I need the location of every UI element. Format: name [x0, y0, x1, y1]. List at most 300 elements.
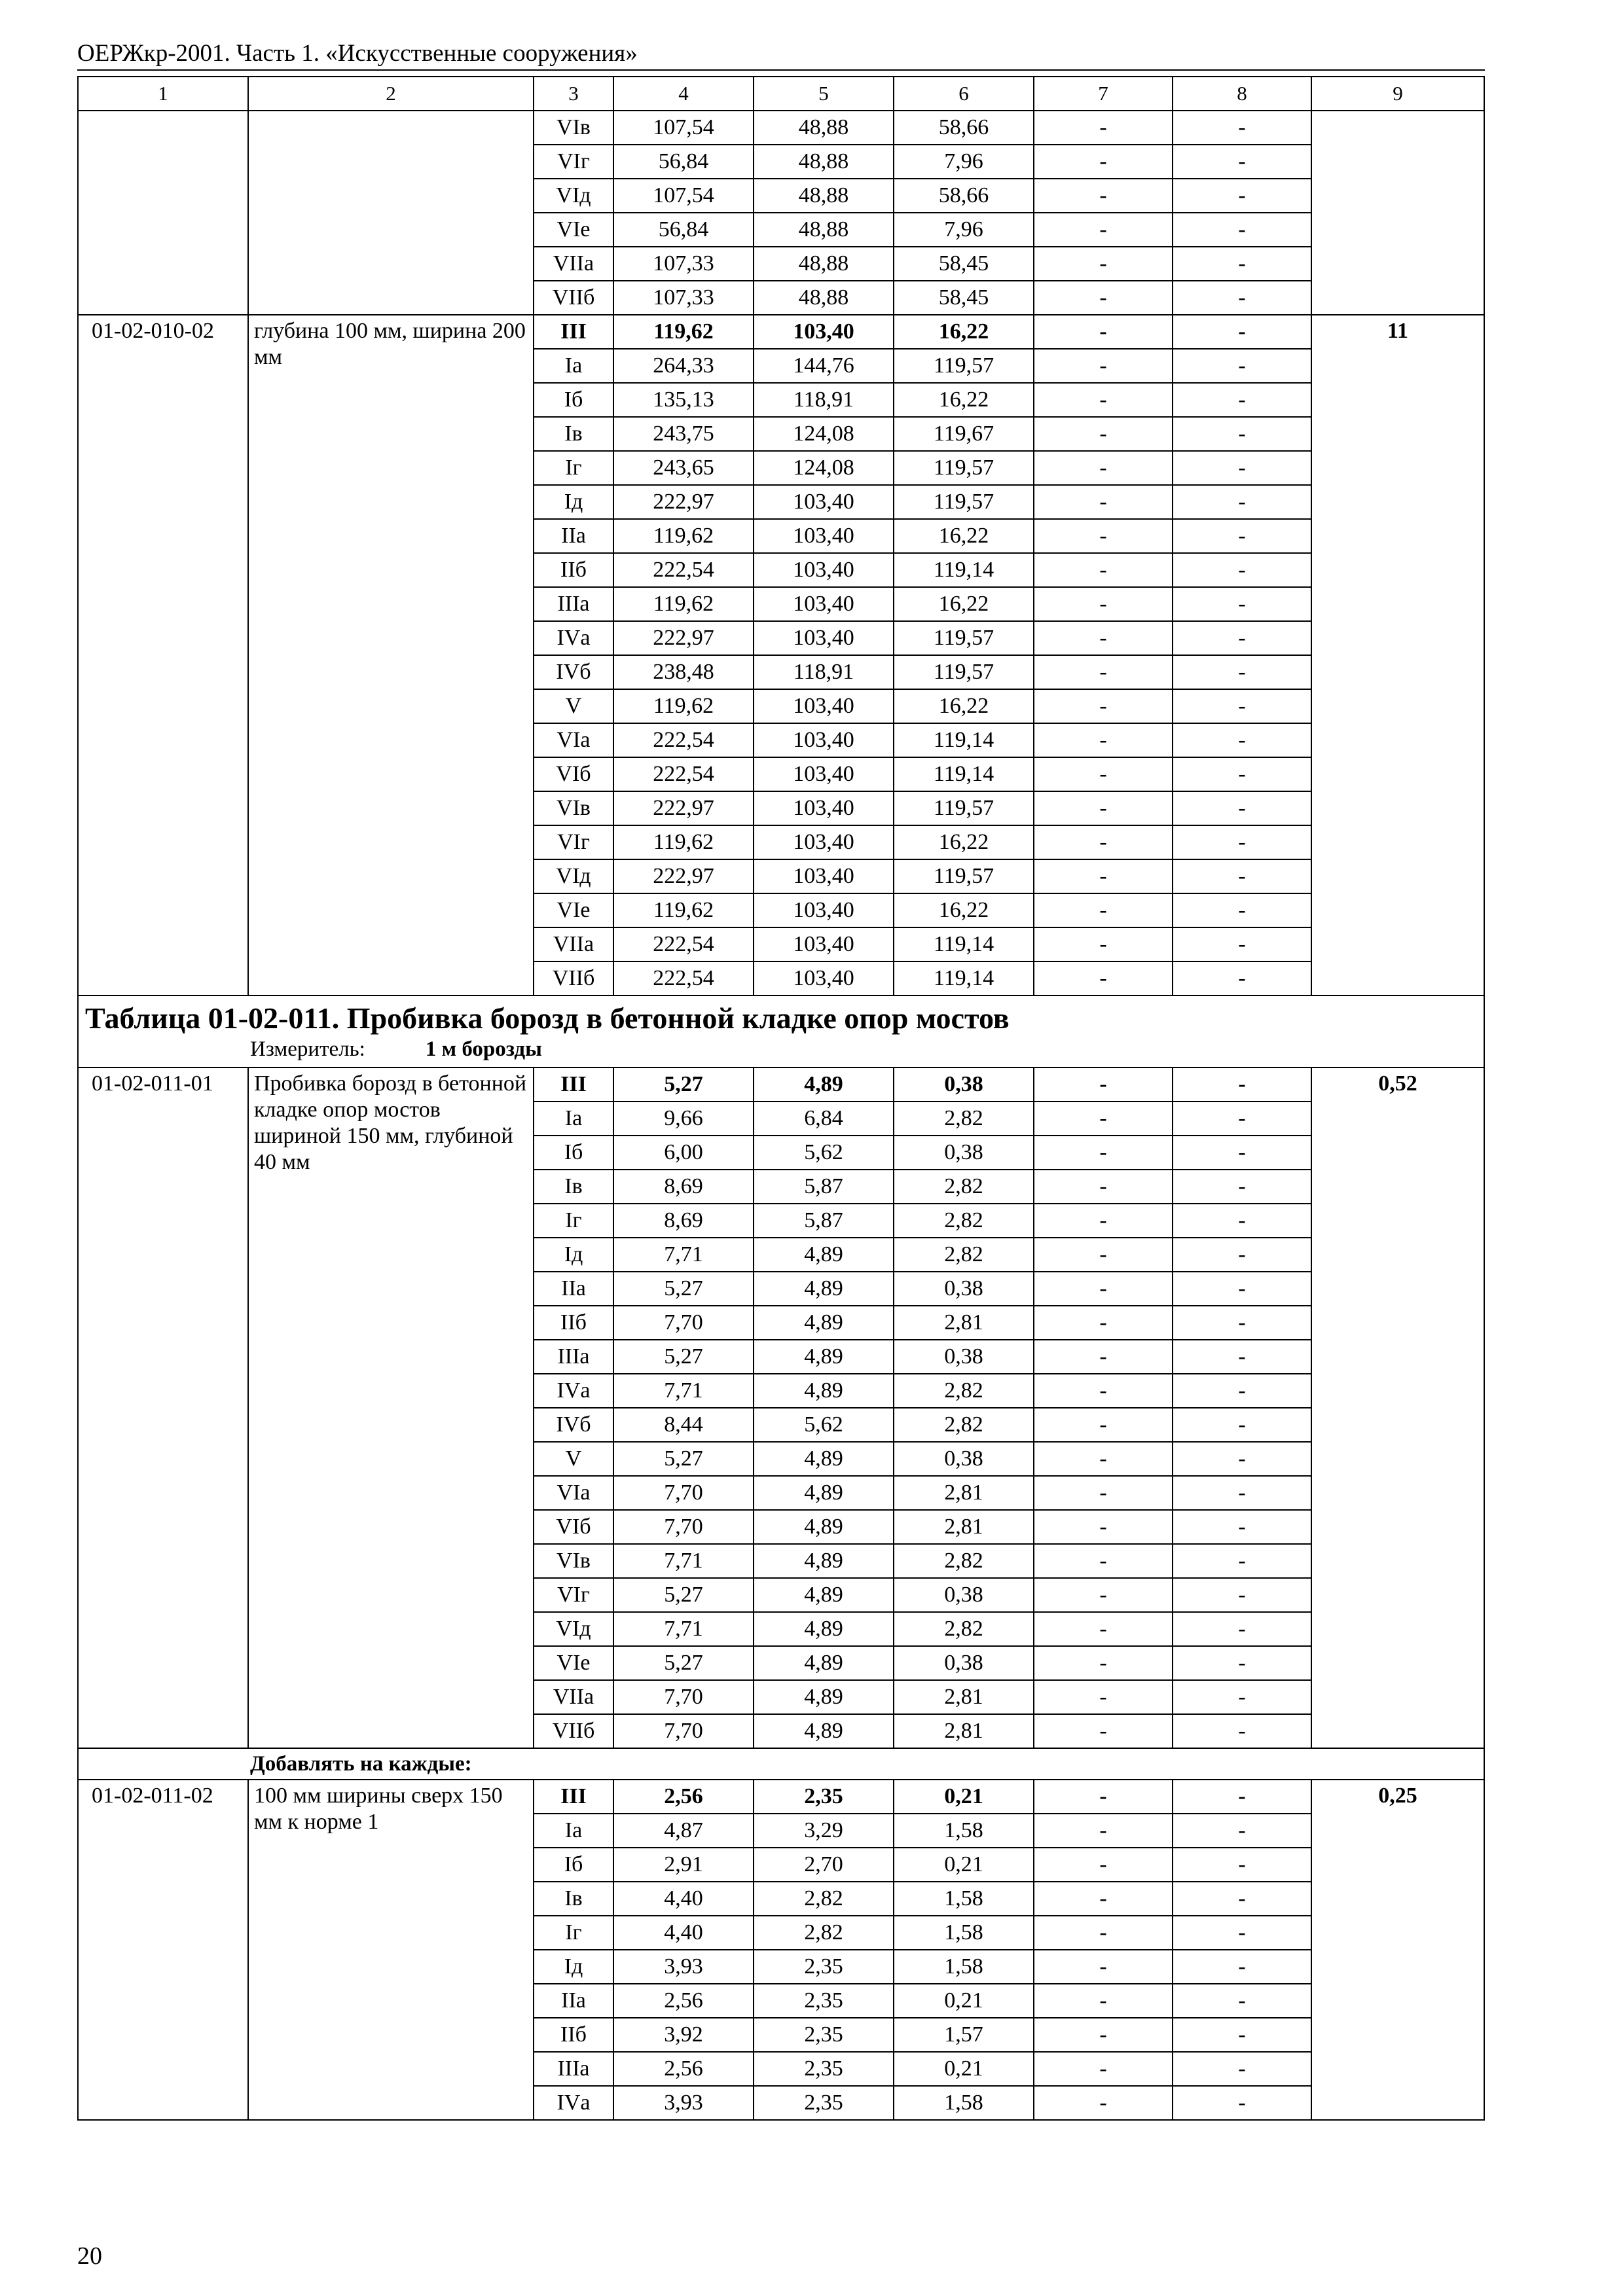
- add-label-cell: [78, 1748, 1484, 1780]
- group-cell: IIа: [534, 519, 613, 553]
- total-cost-cell: 107,54: [613, 111, 754, 145]
- group-cell: VIд: [534, 859, 613, 893]
- group-cell: IIб: [534, 1306, 613, 1340]
- column-number-row: [78, 77, 1484, 111]
- group-cell: VIб: [534, 757, 613, 791]
- machine-cost-cell: 0,38: [894, 1578, 1034, 1612]
- machine-cost-cell: 119,14: [894, 927, 1034, 961]
- machine-cost-cell: 1,58: [894, 2086, 1034, 2120]
- driver-wage-cell: -: [1034, 757, 1173, 791]
- material-cost-cell: -: [1173, 213, 1311, 247]
- total-cost-cell: 5,27: [613, 1442, 754, 1476]
- machine-cost-cell: 16,22: [894, 587, 1034, 621]
- group-cell: IIа: [534, 1272, 613, 1306]
- wage-cell: 4,89: [754, 1067, 894, 1102]
- total-cost-cell: 243,65: [613, 451, 754, 485]
- total-cost-cell: 222,54: [613, 961, 754, 996]
- table-title: Таблица 01-02-011. Пробивка борозд в бетонной кладке опор мостов: [85, 1001, 1010, 1035]
- total-cost-cell: 5,27: [613, 1272, 754, 1306]
- column-number: 8: [1173, 77, 1311, 111]
- driver-wage-cell: -: [1034, 961, 1173, 996]
- machine-cost-cell: 2,81: [894, 1476, 1034, 1510]
- total-cost-cell: 5,27: [613, 1578, 754, 1612]
- material-cost-cell: -: [1173, 1340, 1311, 1374]
- wage-cell: 48,88: [754, 247, 894, 281]
- total-cost-cell: 2,56: [613, 2052, 754, 2086]
- material-cost-cell: -: [1173, 961, 1311, 996]
- norm-code: 01-02-010-02: [78, 315, 248, 996]
- material-cost-cell: -: [1173, 145, 1311, 179]
- group-cell: VIг: [534, 145, 613, 179]
- total-cost-cell: 243,75: [613, 417, 754, 451]
- wage-cell: 48,88: [754, 179, 894, 213]
- column-number: 1: [78, 77, 248, 111]
- machine-cost-cell: 0,38: [894, 1442, 1034, 1476]
- material-cost-cell: -: [1173, 1170, 1311, 1204]
- material-cost-cell: -: [1173, 1848, 1311, 1882]
- machine-cost-cell: 1,58: [894, 1916, 1034, 1950]
- machine-cost-cell: 2,81: [894, 1680, 1034, 1714]
- group-cell: VIв: [534, 111, 613, 145]
- wage-cell: 4,89: [754, 1510, 894, 1544]
- driver-wage-cell: -: [1034, 1950, 1173, 1984]
- machine-cost-cell: 119,14: [894, 723, 1034, 757]
- total-cost-cell: 119,62: [613, 315, 754, 349]
- machine-cost-cell: 1,58: [894, 1950, 1034, 1984]
- wage-cell: 4,89: [754, 1612, 894, 1646]
- group-cell: VIа: [534, 1476, 613, 1510]
- wage-cell: 2,35: [754, 1780, 894, 1814]
- wage-cell: 2,35: [754, 2086, 894, 2120]
- material-cost-cell: -: [1173, 791, 1311, 825]
- group-cell: VIг: [534, 1578, 613, 1612]
- driver-wage-cell: -: [1034, 1238, 1173, 1272]
- labor-total: 0,52: [1311, 1067, 1484, 1748]
- machine-cost-cell: 0,38: [894, 1646, 1034, 1680]
- material-cost-cell: -: [1173, 1814, 1311, 1848]
- material-cost-cell: -: [1173, 247, 1311, 281]
- material-cost-cell: -: [1173, 1510, 1311, 1544]
- group-cell: VIIа: [534, 1680, 613, 1714]
- wage-cell: 4,89: [754, 1238, 894, 1272]
- machine-cost-cell: 1,57: [894, 2018, 1034, 2052]
- machine-cost-cell: 2,81: [894, 1510, 1034, 1544]
- total-cost-cell: 8,69: [613, 1170, 754, 1204]
- machine-cost-cell: 119,14: [894, 961, 1034, 996]
- driver-wage-cell: -: [1034, 2018, 1173, 2052]
- machine-cost-cell: 119,57: [894, 485, 1034, 519]
- norms-table: [77, 76, 1485, 2121]
- machine-cost-cell: 0,38: [894, 1136, 1034, 1170]
- column-number: 4: [613, 77, 754, 111]
- material-cost-cell: -: [1173, 1408, 1311, 1442]
- machine-cost-cell: 16,22: [894, 383, 1034, 417]
- machine-cost-cell: 58,45: [894, 281, 1034, 315]
- total-cost-cell: 2,56: [613, 1984, 754, 2018]
- total-cost-cell: 7,70: [613, 1476, 754, 1510]
- total-cost-cell: 5,27: [613, 1067, 754, 1102]
- wage-cell: 103,40: [754, 825, 894, 859]
- driver-wage-cell: -: [1034, 1882, 1173, 1916]
- group-cell: VIг: [534, 825, 613, 859]
- total-cost-cell: 4,40: [613, 1882, 754, 1916]
- driver-wage-cell: -: [1034, 315, 1173, 349]
- table-body: [78, 77, 1484, 2120]
- total-cost-cell: 7,70: [613, 1306, 754, 1340]
- material-cost-cell: -: [1173, 1374, 1311, 1408]
- wage-cell: 124,08: [754, 417, 894, 451]
- wage-cell: 103,40: [754, 791, 894, 825]
- driver-wage-cell: -: [1034, 451, 1173, 485]
- material-cost-cell: -: [1173, 1204, 1311, 1238]
- total-cost-cell: 56,84: [613, 213, 754, 247]
- group-cell: IIIа: [534, 1340, 613, 1374]
- wage-cell: 103,40: [754, 315, 894, 349]
- column-number: 2: [248, 77, 534, 111]
- machine-cost-cell: 16,22: [894, 893, 1034, 927]
- total-cost-cell: 3,93: [613, 1950, 754, 1984]
- material-cost-cell: -: [1173, 1442, 1311, 1476]
- norm-code: 01-02-011-01: [78, 1067, 248, 1748]
- driver-wage-cell: -: [1034, 1170, 1173, 1204]
- machine-cost-cell: 119,57: [894, 349, 1034, 383]
- machine-cost-cell: 2,82: [894, 1408, 1034, 1442]
- measure-line: [79, 1037, 1484, 1062]
- machine-cost-cell: 16,22: [894, 689, 1034, 723]
- machine-cost-cell: 58,66: [894, 111, 1034, 145]
- page-header: ОЕРЖкр-2001. Часть 1. «Искусственные сооружения»: [77, 38, 1485, 71]
- material-cost-cell: -: [1173, 893, 1311, 927]
- driver-wage-cell: -: [1034, 859, 1173, 893]
- group-cell: VIе: [534, 893, 613, 927]
- driver-wage-cell: -: [1034, 145, 1173, 179]
- driver-wage-cell: -: [1034, 893, 1173, 927]
- driver-wage-cell: -: [1034, 247, 1173, 281]
- machine-cost-cell: 16,22: [894, 825, 1034, 859]
- total-cost-cell: 238,48: [613, 655, 754, 689]
- material-cost-cell: -: [1173, 1306, 1311, 1340]
- group-cell: VIе: [534, 1646, 613, 1680]
- wage-cell: 103,40: [754, 621, 894, 655]
- driver-wage-cell: -: [1034, 1612, 1173, 1646]
- machine-cost-cell: 58,66: [894, 179, 1034, 213]
- total-cost-cell: 8,44: [613, 1408, 754, 1442]
- machine-cost-cell: 2,82: [894, 1612, 1034, 1646]
- machine-cost-cell: 2,82: [894, 1170, 1034, 1204]
- group-cell: III: [534, 1780, 613, 1814]
- wage-cell: 48,88: [754, 213, 894, 247]
- machine-cost-cell: 2,82: [894, 1374, 1034, 1408]
- measure-value: 1 м борозды: [425, 1037, 542, 1061]
- table-row: [78, 315, 1484, 349]
- total-cost-cell: 107,33: [613, 247, 754, 281]
- wage-cell: 4,89: [754, 1306, 894, 1340]
- material-cost-cell: -: [1173, 1578, 1311, 1612]
- driver-wage-cell: -: [1034, 1272, 1173, 1306]
- material-cost-cell: -: [1173, 757, 1311, 791]
- wage-cell: 4,89: [754, 1714, 894, 1748]
- driver-wage-cell: -: [1034, 1374, 1173, 1408]
- wage-cell: 5,87: [754, 1170, 894, 1204]
- machine-cost-cell: 119,57: [894, 621, 1034, 655]
- machine-cost-cell: 2,82: [894, 1544, 1034, 1578]
- wage-cell: 2,35: [754, 1950, 894, 1984]
- material-cost-cell: -: [1173, 723, 1311, 757]
- column-number: 3: [534, 77, 613, 111]
- material-cost-cell: -: [1173, 485, 1311, 519]
- driver-wage-cell: -: [1034, 1102, 1173, 1136]
- driver-wage-cell: -: [1034, 179, 1173, 213]
- wage-cell: 4,89: [754, 1476, 894, 1510]
- wage-cell: 5,87: [754, 1204, 894, 1238]
- driver-wage-cell: -: [1034, 1340, 1173, 1374]
- machine-cost-cell: 119,57: [894, 791, 1034, 825]
- driver-wage-cell: -: [1034, 1136, 1173, 1170]
- wage-cell: 103,40: [754, 757, 894, 791]
- wage-cell: 118,91: [754, 383, 894, 417]
- total-cost-cell: 135,13: [613, 383, 754, 417]
- group-cell: VIе: [534, 213, 613, 247]
- labor-total: 11: [1311, 315, 1484, 996]
- driver-wage-cell: -: [1034, 791, 1173, 825]
- group-cell: Iв: [534, 417, 613, 451]
- material-cost-cell: -: [1173, 281, 1311, 315]
- group-cell: Iг: [534, 1204, 613, 1238]
- group-cell: VIв: [534, 791, 613, 825]
- group-cell: Iб: [534, 1136, 613, 1170]
- group-cell: IIIа: [534, 587, 613, 621]
- total-cost-cell: 3,93: [613, 2086, 754, 2120]
- material-cost-cell: -: [1173, 553, 1311, 587]
- page-number: 20: [77, 2242, 102, 2270]
- material-cost-cell: -: [1173, 2052, 1311, 2086]
- wage-cell: 103,40: [754, 893, 894, 927]
- wage-cell: 2,82: [754, 1916, 894, 1950]
- group-cell: IVб: [534, 655, 613, 689]
- material-cost-cell: -: [1173, 1882, 1311, 1916]
- group-cell: IIб: [534, 2018, 613, 2052]
- wage-cell: 4,89: [754, 1544, 894, 1578]
- material-cost-cell: -: [1173, 1067, 1311, 1102]
- group-cell: IIа: [534, 1984, 613, 2018]
- group-cell: V: [534, 1442, 613, 1476]
- column-number: 5: [754, 77, 894, 111]
- wage-cell: 4,89: [754, 1272, 894, 1306]
- total-cost-cell: 222,97: [613, 859, 754, 893]
- driver-wage-cell: -: [1034, 349, 1173, 383]
- machine-cost-cell: 119,57: [894, 655, 1034, 689]
- add-label: Добавлять на каждые:: [250, 1752, 472, 1776]
- group-cell: Iд: [534, 1950, 613, 1984]
- material-cost-cell: -: [1173, 1680, 1311, 1714]
- wage-cell: 103,40: [754, 689, 894, 723]
- total-cost-cell: 9,66: [613, 1102, 754, 1136]
- table-row: [78, 111, 1484, 145]
- driver-wage-cell: -: [1034, 927, 1173, 961]
- group-cell: VIа: [534, 723, 613, 757]
- total-cost-cell: 222,54: [613, 927, 754, 961]
- wage-cell: 124,08: [754, 451, 894, 485]
- total-cost-cell: 7,70: [613, 1714, 754, 1748]
- group-cell: Iг: [534, 1916, 613, 1950]
- material-cost-cell: -: [1173, 179, 1311, 213]
- group-cell: Iа: [534, 349, 613, 383]
- total-cost-cell: 107,33: [613, 281, 754, 315]
- total-cost-cell: 222,97: [613, 621, 754, 655]
- wage-cell: 4,89: [754, 1340, 894, 1374]
- machine-cost-cell: 2,82: [894, 1238, 1034, 1272]
- wage-cell: 103,40: [754, 927, 894, 961]
- wage-cell: 48,88: [754, 145, 894, 179]
- driver-wage-cell: -: [1034, 111, 1173, 145]
- group-cell: IVа: [534, 2086, 613, 2120]
- machine-cost-cell: 2,81: [894, 1306, 1034, 1340]
- norm-description: глубина 100 мм, ширина 200 мм: [248, 315, 534, 996]
- material-cost-cell: -: [1173, 1714, 1311, 1748]
- total-cost-cell: 3,92: [613, 2018, 754, 2052]
- material-cost-cell: -: [1173, 689, 1311, 723]
- total-cost-cell: 222,97: [613, 791, 754, 825]
- driver-wage-cell: -: [1034, 1204, 1173, 1238]
- material-cost-cell: -: [1173, 519, 1311, 553]
- driver-wage-cell: -: [1034, 2086, 1173, 2120]
- total-cost-cell: 119,62: [613, 893, 754, 927]
- machine-cost-cell: 7,96: [894, 145, 1034, 179]
- group-cell: VIд: [534, 179, 613, 213]
- machine-cost-cell: 119,14: [894, 553, 1034, 587]
- total-cost-cell: 4,40: [613, 1916, 754, 1950]
- driver-wage-cell: -: [1034, 2052, 1173, 2086]
- group-cell: VIд: [534, 1612, 613, 1646]
- group-cell: IIIа: [534, 2052, 613, 2086]
- driver-wage-cell: -: [1034, 1714, 1173, 1748]
- group-cell: Iб: [534, 1848, 613, 1882]
- material-cost-cell: -: [1173, 825, 1311, 859]
- material-cost-cell: -: [1173, 655, 1311, 689]
- driver-wage-cell: -: [1034, 1408, 1173, 1442]
- wage-cell: 4,89: [754, 1578, 894, 1612]
- driver-wage-cell: -: [1034, 519, 1173, 553]
- wage-cell: 118,91: [754, 655, 894, 689]
- material-cost-cell: -: [1173, 859, 1311, 893]
- wage-cell: 4,89: [754, 1646, 894, 1680]
- wage-cell: 2,82: [754, 1882, 894, 1916]
- driver-wage-cell: -: [1034, 485, 1173, 519]
- material-cost-cell: -: [1173, 2018, 1311, 2052]
- machine-cost-cell: 0,21: [894, 2052, 1034, 2086]
- section-heading-row: [78, 996, 1484, 1067]
- driver-wage-cell: -: [1034, 587, 1173, 621]
- material-cost-cell: -: [1173, 1950, 1311, 1984]
- group-cell: VIIб: [534, 961, 613, 996]
- total-cost-cell: 264,33: [613, 349, 754, 383]
- driver-wage-cell: -: [1034, 1848, 1173, 1882]
- driver-wage-cell: -: [1034, 1442, 1173, 1476]
- material-cost-cell: -: [1173, 383, 1311, 417]
- machine-cost-cell: 0,21: [894, 1848, 1034, 1882]
- machine-cost-cell: 119,67: [894, 417, 1034, 451]
- driver-wage-cell: -: [1034, 1578, 1173, 1612]
- driver-wage-cell: -: [1034, 825, 1173, 859]
- material-cost-cell: -: [1173, 2086, 1311, 2120]
- table-row: [78, 1067, 1484, 1102]
- group-cell: Iв: [534, 1882, 613, 1916]
- total-cost-cell: 7,71: [613, 1238, 754, 1272]
- column-number: 7: [1034, 77, 1173, 111]
- machine-cost-cell: 16,22: [894, 315, 1034, 349]
- machine-cost-cell: 0,38: [894, 1272, 1034, 1306]
- wage-cell: 103,40: [754, 723, 894, 757]
- total-cost-cell: 7,70: [613, 1510, 754, 1544]
- machine-cost-cell: 119,57: [894, 859, 1034, 893]
- material-cost-cell: -: [1173, 1238, 1311, 1272]
- total-cost-cell: 4,87: [613, 1814, 754, 1848]
- machine-cost-cell: 2,82: [894, 1102, 1034, 1136]
- total-cost-cell: 119,62: [613, 587, 754, 621]
- wage-cell: 144,76: [754, 349, 894, 383]
- wage-cell: 6,84: [754, 1102, 894, 1136]
- material-cost-cell: -: [1173, 1544, 1311, 1578]
- wage-cell: 4,89: [754, 1442, 894, 1476]
- material-cost-cell: -: [1173, 1136, 1311, 1170]
- total-cost-cell: 119,62: [613, 825, 754, 859]
- driver-wage-cell: -: [1034, 213, 1173, 247]
- wage-cell: 103,40: [754, 485, 894, 519]
- machine-cost-cell: 1,58: [894, 1814, 1034, 1848]
- material-cost-cell: -: [1173, 1102, 1311, 1136]
- norm-description: 100 мм ширины сверх 150 мм к норме 1: [248, 1780, 534, 2120]
- wage-cell: 4,89: [754, 1680, 894, 1714]
- group-cell: VIб: [534, 1510, 613, 1544]
- group-cell: Iа: [534, 1102, 613, 1136]
- driver-wage-cell: -: [1034, 1780, 1173, 1814]
- wage-cell: 3,29: [754, 1814, 894, 1848]
- group-cell: Iв: [534, 1170, 613, 1204]
- wage-cell: 103,40: [754, 587, 894, 621]
- wage-cell: 48,88: [754, 111, 894, 145]
- machine-cost-cell: 0,38: [894, 1067, 1034, 1102]
- total-cost-cell: 7,71: [613, 1374, 754, 1408]
- group-cell: III: [534, 1067, 613, 1102]
- driver-wage-cell: -: [1034, 1814, 1173, 1848]
- machine-cost-cell: 0,21: [894, 1780, 1034, 1814]
- group-cell: VIIа: [534, 247, 613, 281]
- group-cell: III: [534, 315, 613, 349]
- group-cell: VIIб: [534, 1714, 613, 1748]
- driver-wage-cell: -: [1034, 1544, 1173, 1578]
- machine-cost-cell: 1,58: [894, 1882, 1034, 1916]
- total-cost-cell: 119,62: [613, 689, 754, 723]
- material-cost-cell: -: [1173, 1612, 1311, 1646]
- group-cell: Iд: [534, 1238, 613, 1272]
- driver-wage-cell: -: [1034, 621, 1173, 655]
- machine-cost-cell: 119,14: [894, 757, 1034, 791]
- driver-wage-cell: -: [1034, 1646, 1173, 1680]
- measure-label: Измеритель:: [250, 1037, 365, 1061]
- add-label-row: [78, 1748, 1484, 1780]
- column-number: 9: [1311, 77, 1484, 111]
- group-cell: VIIб: [534, 281, 613, 315]
- material-cost-cell: -: [1173, 1476, 1311, 1510]
- total-cost-cell: 7,71: [613, 1612, 754, 1646]
- machine-cost-cell: 0,21: [894, 1984, 1034, 2018]
- material-cost-cell: -: [1173, 315, 1311, 349]
- driver-wage-cell: -: [1034, 1680, 1173, 1714]
- wage-cell: 2,35: [754, 2018, 894, 2052]
- driver-wage-cell: -: [1034, 1067, 1173, 1102]
- group-cell: IVб: [534, 1408, 613, 1442]
- wage-cell: 103,40: [754, 553, 894, 587]
